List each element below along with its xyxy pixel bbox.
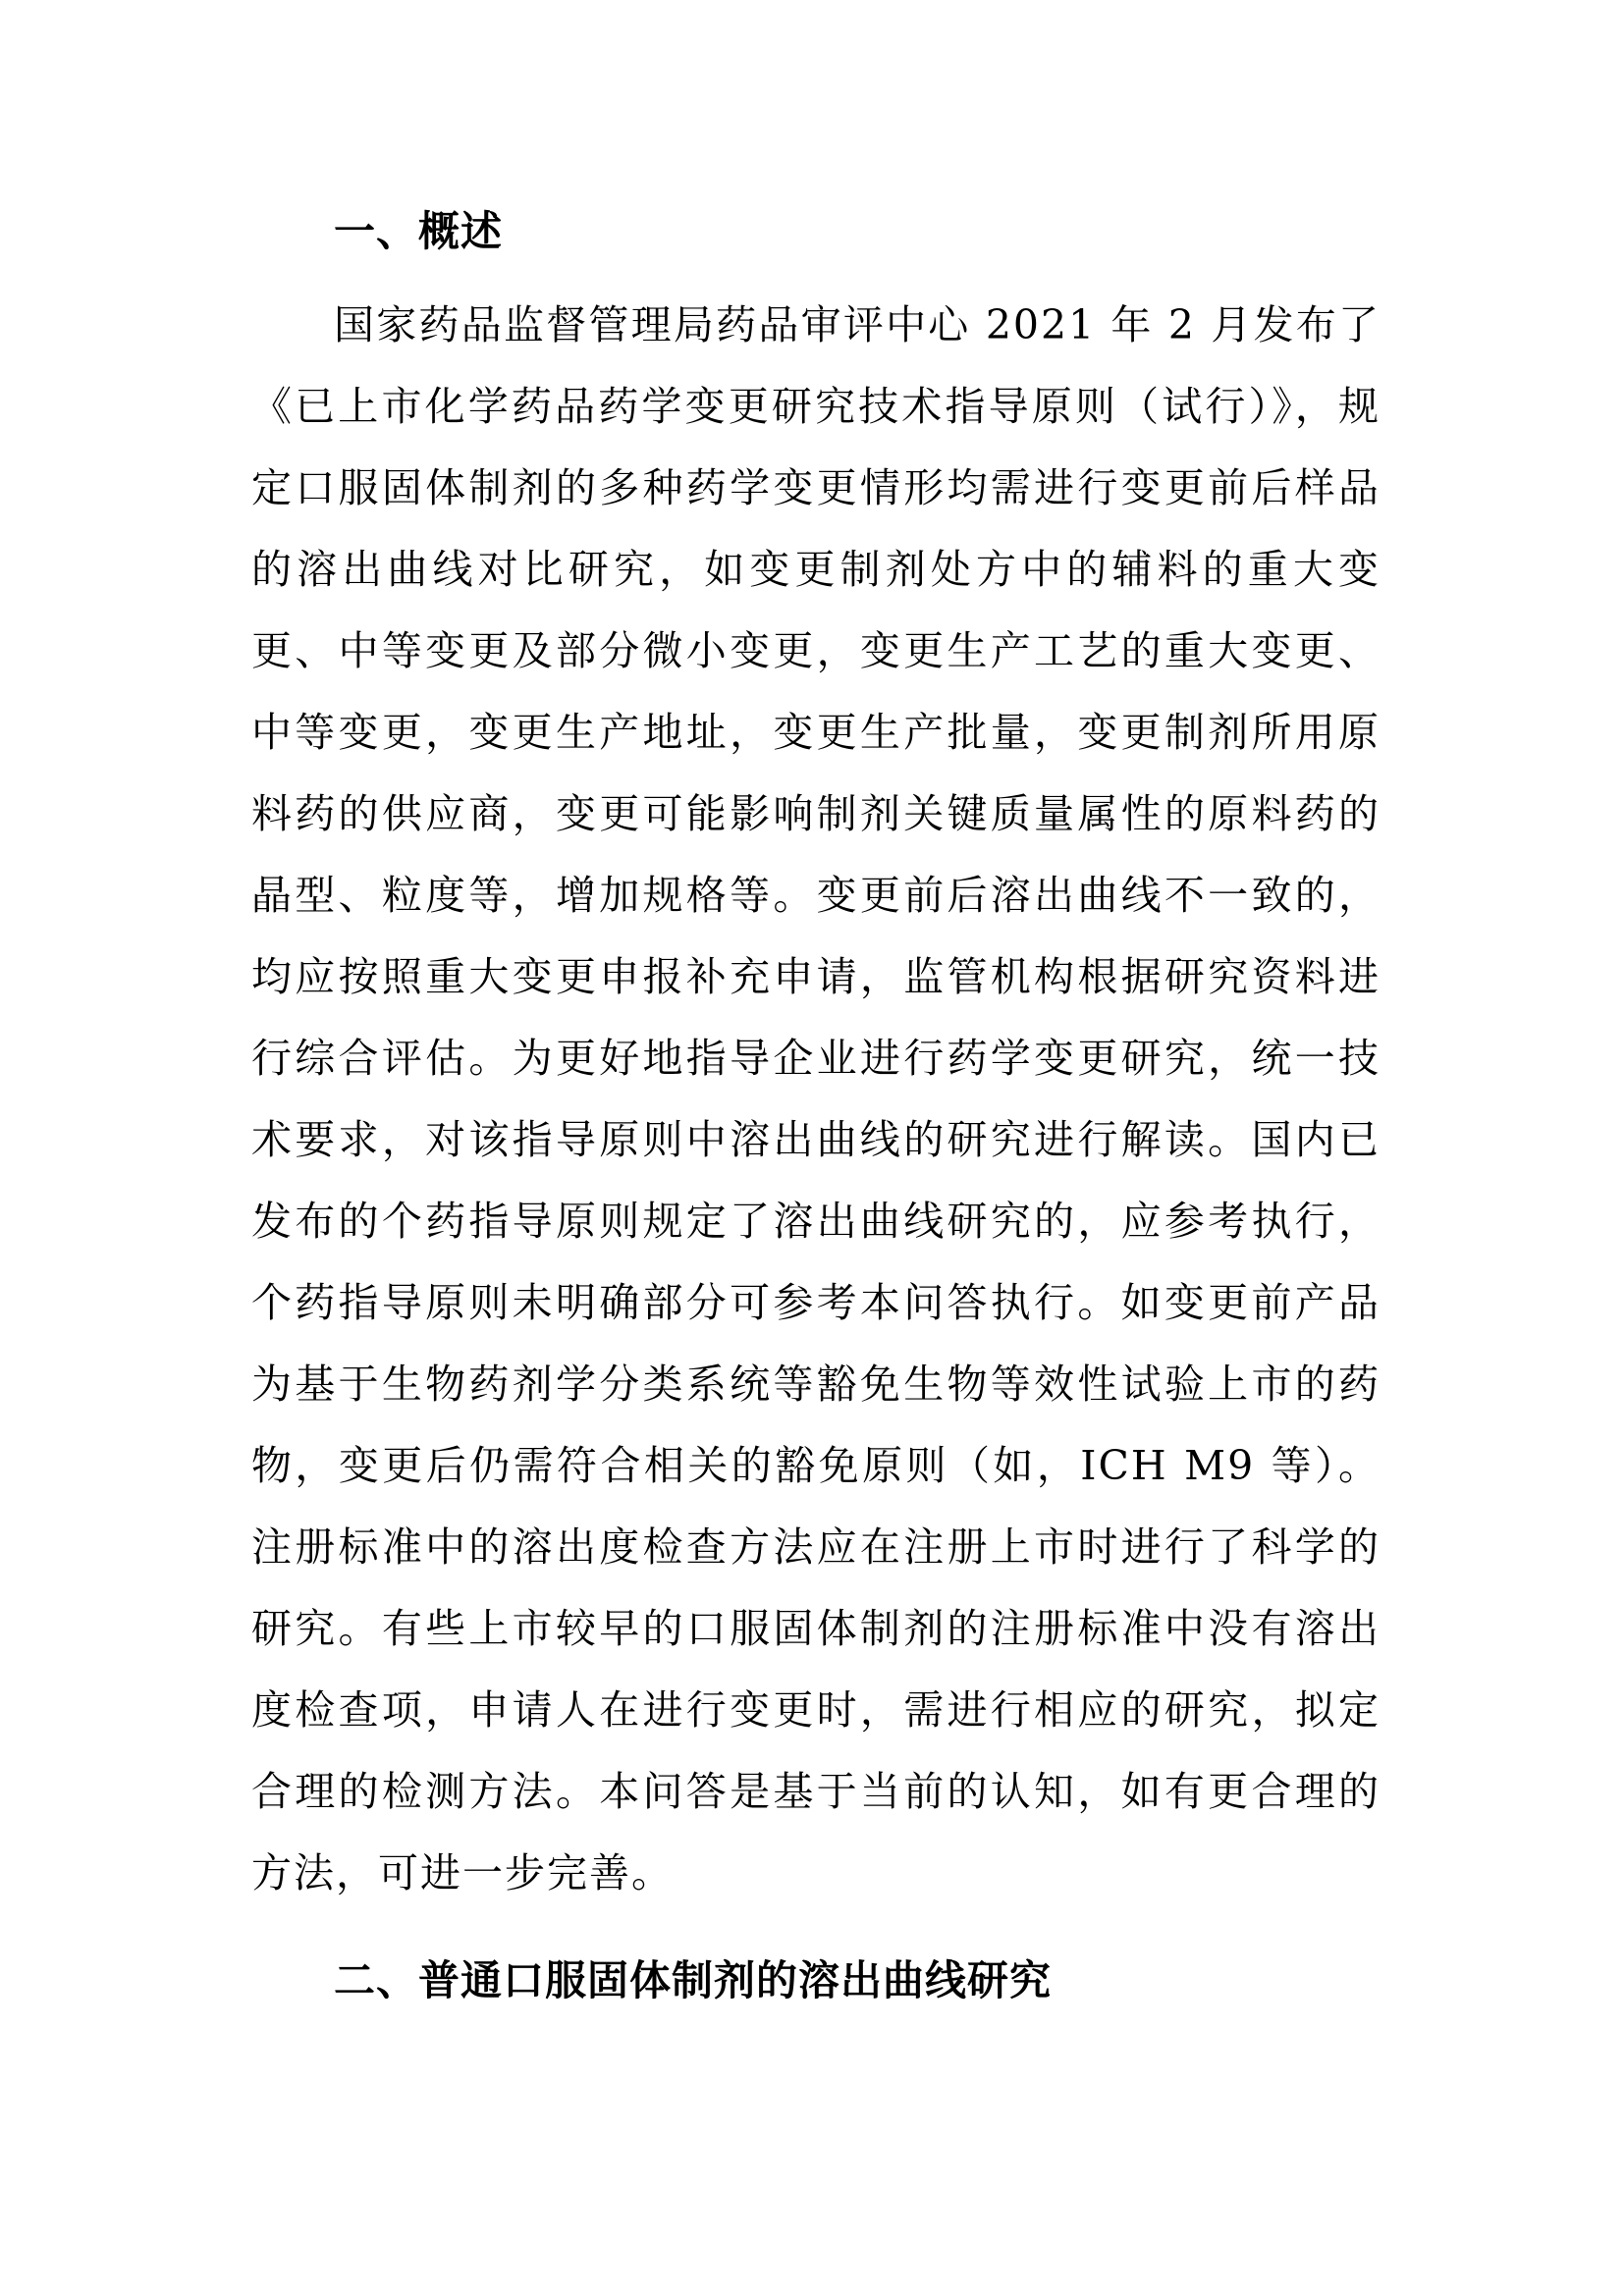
section-heading-dissolution-study: 二、普通口服固体制剂的溶出曲线研究 — [334, 1956, 1053, 2004]
section-heading-overview: 一、概述 — [334, 207, 504, 255]
overview-paragraph: 国家药品监督管理局药品审评中心 2021 年 2 月发布了《已上市化学药品药学变更研究技术指导原则（试行）》，规定口服固体制剂的多种药学变更情形均需进行变更前后样品的溶出曲线对比研究，如变更制剂处方中的辅料的重大变更、中等变更及部分微小变更，变更生产工艺的重大变更、中等变更，变更生产地址，变更生产批量，变更制剂所用原料药的供应商，变更可能影响制剂关键质量属性的原料药的晶型、粒度等，增加规格等。变更前后溶出曲线不一致的，均应按照重大变更申报补充申请，监管机构根据研究资料进行综合评估。为更好地指导企业进行药学变更研究，统一技术要求，对该指导原则中溶出曲线的研究进行解读。国内已发布的个药指导原则规定了溶出曲线研究的，应参考执行，个药指导原则未明确部分可参考本问答执行。如变更前产品为基于生物药剂学分类系统等豁免生物等效性试验上市的药物，变更后仍需符合相关的豁免原则（如，ICH M9 等）。注册标准中的溶出度检查方法应在注册上市时进行了科学的研究。有些上市较早的口服固体制剂的注册标准中没有溶出度检查项，申请人在进行变更时，需进行相应的研究，拟定合理的检测方法。本问答是基于当前的认知，如有更合理的方法，可进一步完善。 — [251, 301, 1380, 1896]
